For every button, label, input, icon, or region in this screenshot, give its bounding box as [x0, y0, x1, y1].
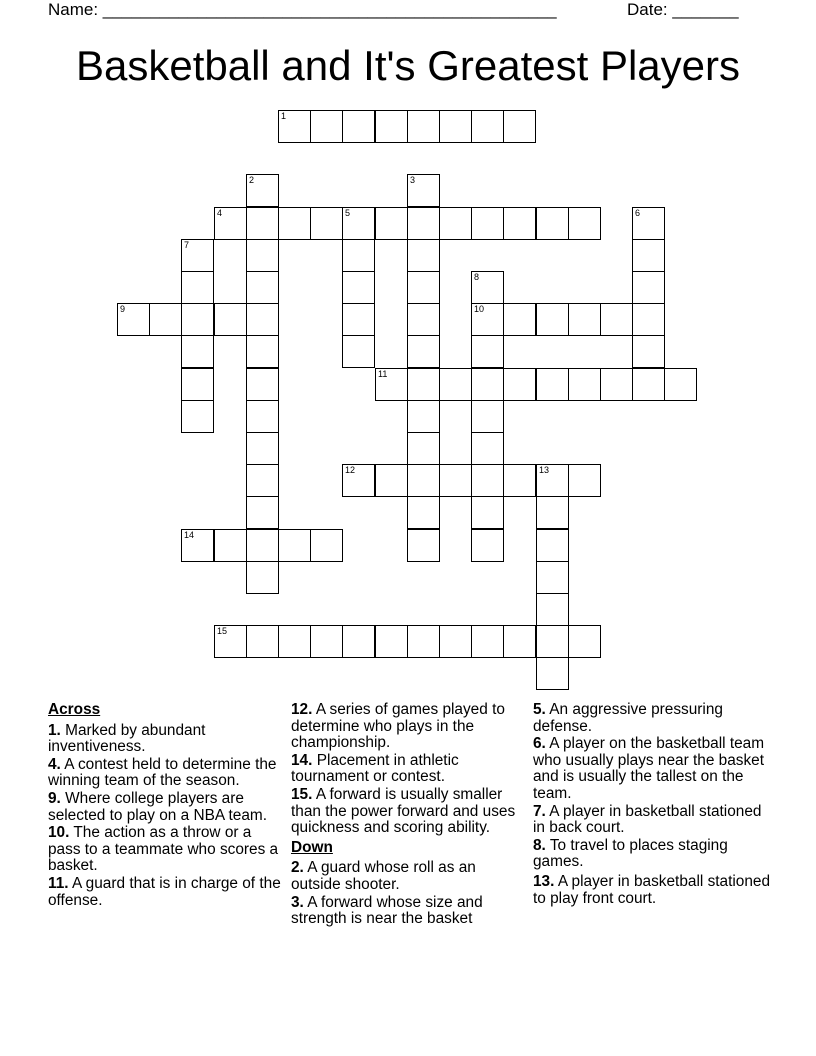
grid-cell[interactable] [536, 303, 569, 336]
grid-cell[interactable] [503, 625, 536, 658]
grid-cell[interactable] [407, 239, 440, 272]
clue-text: A contest held to determine the winning team of the season. [48, 755, 277, 790]
grid-cell[interactable] [181, 335, 214, 368]
cell-number: 5 [345, 208, 351, 218]
clue-text: To travel to places staging games. [533, 836, 728, 871]
cell-number: 13 [539, 465, 550, 475]
grid-cell[interactable] [536, 529, 569, 562]
clue-text: A guard that is in charge of the offense. [48, 874, 281, 909]
grid-cell[interactable] [471, 529, 504, 562]
down-heading: Down [291, 838, 333, 856]
grid-cell[interactable] [407, 432, 440, 465]
down-clue [533, 702, 773, 735]
clue-text: A guard whose roll as an outside shooter. [291, 859, 476, 893]
grid-cell[interactable] [471, 464, 504, 497]
grid-cell[interactable] [278, 529, 311, 562]
clue-text: Where college players are selected to play on a NBA team. [48, 789, 268, 824]
cell-number: 8 [474, 272, 480, 282]
clue-text: An aggressive pressuring defense. [533, 701, 723, 735]
grid-cell[interactable] [503, 368, 536, 401]
grid-cell[interactable] [310, 529, 343, 562]
grid-cell[interactable] [568, 207, 601, 240]
clue-number: 5. [533, 701, 546, 718]
clue-number: 13. [533, 872, 555, 890]
grid-cell[interactable] [407, 110, 440, 143]
grid-cell[interactable] [310, 625, 343, 658]
clue-text: A forward is usually smaller than the power forward and uses quickness and scoring ability. [291, 785, 516, 837]
grid-cell[interactable] [181, 271, 214, 304]
grid-cell[interactable] [342, 271, 375, 304]
grid-cell[interactable] [439, 368, 472, 401]
grid-cell[interactable] [568, 368, 601, 401]
grid-cell[interactable] [246, 561, 279, 594]
grid-cell[interactable] [310, 207, 343, 240]
grid-cell[interactable] [246, 400, 279, 433]
cell-number: 15 [217, 626, 228, 636]
grid-cell[interactable] [471, 432, 504, 465]
grid-cell[interactable] [375, 110, 408, 143]
clue-number: 1. [48, 721, 61, 739]
down-clue [291, 895, 521, 928]
clue-text: A forward whose size and strength is near the basket [291, 893, 483, 928]
grid-cell[interactable] [407, 529, 440, 562]
grid-cell[interactable] [407, 496, 440, 529]
grid-cell[interactable] [407, 625, 440, 658]
grid-cell[interactable] [278, 625, 311, 658]
grid-cell[interactable] [536, 207, 569, 240]
grid-cell[interactable] [246, 207, 279, 240]
grid-cell[interactable] [375, 625, 408, 658]
clue-number: 12. [291, 701, 313, 718]
grid-cell[interactable] [375, 207, 408, 240]
grid-cell[interactable] [439, 464, 472, 497]
clue-text: A player on the basketball team who usually plays near the basket and is usually the tallest on the team. [533, 735, 765, 802]
clue-text: Placement in athletic tournament or contest. [291, 751, 459, 786]
cell-number: 4 [217, 208, 223, 218]
grid-cell[interactable] [342, 239, 375, 272]
clue-number: 8. [533, 836, 546, 854]
grid-cell[interactable] [503, 207, 536, 240]
clue-number: 11. [48, 874, 69, 892]
grid-cell[interactable] [181, 529, 214, 562]
across-clue [291, 787, 521, 837]
clue-number: 14. [291, 751, 313, 769]
grid-cell[interactable] [310, 110, 343, 143]
across-clue [48, 791, 284, 824]
cell-number: 12 [345, 465, 356, 475]
cell-number: 2 [249, 175, 255, 185]
grid-cell[interactable] [536, 368, 569, 401]
across-clue [48, 876, 284, 909]
grid-cell[interactable] [149, 303, 182, 336]
grid-cell[interactable] [342, 335, 375, 368]
grid-cell[interactable] [632, 271, 665, 304]
grid-cell[interactable] [342, 464, 375, 497]
cell-number: 14 [184, 530, 195, 540]
clue-number: 15. [291, 785, 313, 803]
grid-cell[interactable] [471, 303, 504, 336]
grid-cell[interactable] [246, 271, 279, 304]
across-clue [48, 723, 284, 756]
grid-cell[interactable] [632, 335, 665, 368]
clue-number: 4. [48, 755, 61, 773]
grid-cell[interactable] [181, 239, 214, 272]
date-field[interactable]: Date: _______ [627, 0, 739, 19]
grid-cell[interactable] [600, 303, 633, 336]
grid-cell[interactable] [471, 625, 504, 658]
grid-cell[interactable] [342, 303, 375, 336]
grid-cell[interactable] [181, 368, 214, 401]
grid-cell[interactable] [407, 464, 440, 497]
grid-cell[interactable] [503, 464, 536, 497]
grid-cell[interactable] [503, 110, 536, 143]
grid-cell[interactable] [117, 303, 150, 336]
grid-cell[interactable] [375, 368, 408, 401]
grid-cell[interactable] [342, 110, 375, 143]
grid-cell[interactable] [471, 110, 504, 143]
grid-cell[interactable] [568, 464, 601, 497]
clue-text: A player in basketball stationed in back court. [533, 802, 762, 837]
across-heading: Across [48, 701, 101, 718]
grid-cell[interactable] [214, 625, 247, 658]
across-clue [48, 757, 284, 790]
grid-cell[interactable] [246, 625, 279, 658]
grid-cell[interactable] [278, 207, 311, 240]
clue-number: 2. [291, 859, 304, 877]
grid-cell[interactable] [246, 303, 279, 336]
grid-cell[interactable] [503, 303, 536, 336]
grid-cell[interactable] [536, 657, 569, 690]
clue-number: 3. [291, 893, 304, 911]
clue-number: 7. [533, 802, 546, 820]
clue-column-3 [533, 702, 773, 908]
grid-cell[interactable] [407, 368, 440, 401]
clue-text: Marked by abundant inventiveness. [48, 721, 206, 756]
grid-cell[interactable] [278, 110, 311, 143]
grid-cell[interactable] [471, 400, 504, 433]
puzzle-title: Basketball and It's Greatest Players [75, 42, 740, 89]
grid-cell[interactable] [536, 593, 569, 626]
grid-cell[interactable] [342, 207, 375, 240]
grid-cell[interactable] [536, 625, 569, 658]
grid-cell[interactable] [439, 625, 472, 658]
grid-cell[interactable] [407, 400, 440, 433]
grid-cell[interactable] [407, 207, 440, 240]
across-clue [291, 702, 521, 752]
clue-column-1 [48, 702, 284, 910]
cell-number: 7 [184, 240, 190, 250]
grid-cell[interactable] [664, 368, 697, 401]
grid-cell[interactable] [632, 368, 665, 401]
grid-cell[interactable] [439, 207, 472, 240]
cell-number: 9 [120, 304, 126, 314]
grid-cell[interactable] [536, 464, 569, 497]
grid-cell[interactable] [246, 529, 279, 562]
grid-cell[interactable] [246, 368, 279, 401]
name-field[interactable]: Name: ________________________________________________ [48, 0, 557, 19]
clue-number: 6. [533, 735, 546, 753]
cell-number: 3 [410, 175, 416, 185]
cell-number: 6 [635, 208, 641, 218]
grid-cell[interactable] [214, 529, 247, 562]
clue-text: A player in basketball stationed to play front court. [533, 872, 771, 907]
grid-cell[interactable] [181, 303, 214, 336]
grid-cell[interactable] [246, 174, 279, 207]
grid-cell[interactable] [246, 239, 279, 272]
grid-cell[interactable] [568, 303, 601, 336]
grid-cell[interactable] [471, 335, 504, 368]
grid-cell[interactable] [536, 496, 569, 529]
grid-cell[interactable] [246, 496, 279, 529]
grid-cell[interactable] [246, 432, 279, 465]
grid-cell[interactable] [246, 464, 279, 497]
grid-cell[interactable] [471, 271, 504, 304]
grid-cell[interactable] [600, 368, 633, 401]
down-clue [533, 736, 773, 802]
grid-cell[interactable] [342, 625, 375, 658]
grid-cell[interactable] [407, 303, 440, 336]
down-clue [533, 874, 773, 907]
grid-cell[interactable] [375, 464, 408, 497]
grid-cell[interactable] [246, 335, 279, 368]
clue-text: The action as a throw or a pass to a teammate who scores a basket. [48, 824, 279, 875]
down-clue [533, 838, 773, 871]
down-clue [291, 860, 521, 893]
grid-cell[interactable] [439, 110, 472, 143]
cell-number: 11 [378, 369, 388, 379]
clue-column-2 [291, 702, 521, 929]
grid-cell[interactable] [214, 207, 247, 240]
down-clue [533, 804, 773, 837]
grid-cell[interactable] [407, 174, 440, 207]
cell-number: 10 [474, 304, 485, 314]
grid-cell[interactable] [632, 239, 665, 272]
grid-cell[interactable] [407, 335, 440, 368]
clue-number: 9. [48, 789, 61, 807]
cell-number: 1 [281, 111, 287, 121]
grid-cell[interactable] [181, 400, 214, 433]
grid-cell[interactable] [632, 207, 665, 240]
grid-cell[interactable] [471, 368, 504, 401]
grid-cell[interactable] [568, 625, 601, 658]
grid-cell[interactable] [214, 303, 247, 336]
across-clue [48, 825, 284, 875]
clue-text: A series of games played to determine who plays in the championship. [291, 701, 505, 752]
across-clue [291, 753, 521, 786]
grid-cell[interactable] [471, 207, 504, 240]
grid-cell[interactable] [471, 496, 504, 529]
grid-cell[interactable] [536, 561, 569, 594]
grid-cell[interactable] [407, 271, 440, 304]
clue-number: 10. [48, 824, 70, 842]
grid-cell[interactable] [632, 303, 665, 336]
